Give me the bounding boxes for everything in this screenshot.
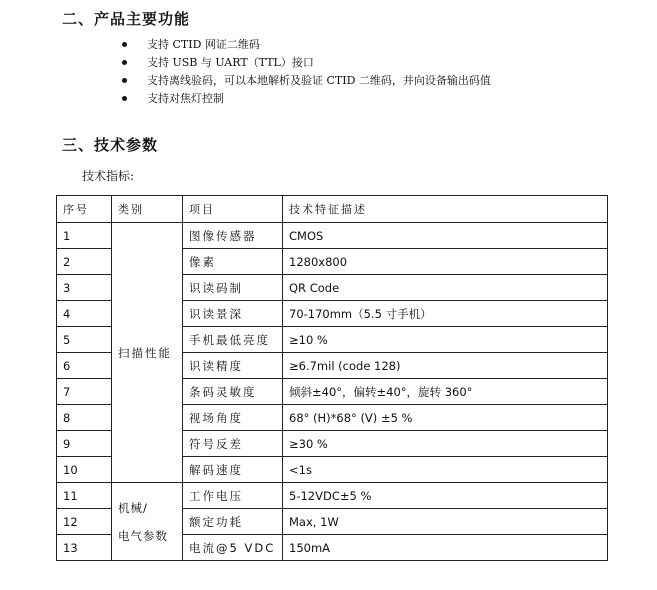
header-item: 项目	[183, 196, 283, 223]
row-item: 视场角度	[183, 405, 283, 431]
row-item: 图像传感器	[183, 223, 283, 249]
category-scan: 扫描性能	[112, 223, 183, 483]
row-desc: ≥6.7mil (code 128)	[283, 353, 608, 379]
row-desc: QR Code	[283, 275, 608, 301]
row-no: 8	[57, 405, 112, 431]
row-desc: ≥10 %	[283, 327, 608, 353]
table-row	[57, 483, 608, 509]
section-title-features: 二、产品主要功能	[62, 10, 191, 28]
row-no: 4	[57, 301, 112, 327]
row-desc: CMOS	[283, 223, 608, 249]
row-no: 10	[57, 457, 112, 483]
feature-list	[122, 36, 491, 108]
row-no: 2	[57, 249, 112, 275]
section-title-specs: 三、技术参数	[62, 136, 159, 154]
feature-item	[122, 54, 491, 72]
row-desc: 倾斜±40°，偏转±40°，旋转 360°	[283, 379, 608, 405]
row-desc: Max, 1W	[283, 509, 608, 535]
row-no: 11	[57, 483, 112, 509]
feature-item	[122, 90, 491, 108]
row-item: 工作电压	[183, 483, 283, 509]
feature-text: 支持离线验码，可以本地解析及验证 CTID 二维码，并向设备输出码值	[147, 74, 491, 87]
header-no: 序号	[57, 196, 112, 223]
row-item: 识读码制	[183, 275, 283, 301]
row-desc: 150mA	[283, 535, 608, 561]
row-item: 符号反差	[183, 431, 283, 457]
row-no: 13	[57, 535, 112, 561]
table-row	[57, 223, 608, 249]
row-no: 5	[57, 327, 112, 353]
bullet-icon	[122, 78, 127, 83]
row-item: 像素	[183, 249, 283, 275]
header-desc: 技术特征描述	[283, 196, 608, 223]
row-item: 条码灵敏度	[183, 379, 283, 405]
category-mech-elec	[112, 483, 183, 561]
row-item: 解码速度	[183, 457, 283, 483]
spec-table	[56, 195, 608, 561]
table-header-row	[57, 196, 608, 223]
row-desc: 68° (H)*68° (V) ±5 %	[283, 405, 608, 431]
feature-text: 支持 CTID 网证二维码	[147, 38, 260, 51]
category-line: 机械/	[118, 500, 148, 515]
row-item: 识读景深	[183, 301, 283, 327]
row-desc: 1280x800	[283, 249, 608, 275]
spec-subtitle: 技术指标:	[82, 169, 135, 183]
bullet-icon	[122, 96, 127, 101]
row-no: 6	[57, 353, 112, 379]
feature-text: 支持 USB 与 UART（TTL）接口	[147, 56, 314, 69]
bullet-icon	[122, 42, 127, 47]
row-no: 9	[57, 431, 112, 457]
row-no: 12	[57, 509, 112, 535]
row-item: 识读精度	[183, 353, 283, 379]
row-no: 7	[57, 379, 112, 405]
row-desc: 5-12VDC±5 %	[283, 483, 608, 509]
feature-item	[122, 72, 491, 90]
category-line: 电气参数	[118, 528, 168, 543]
row-desc: ≥30 %	[283, 431, 608, 457]
row-desc: 70-170mm（5.5 寸手机）	[283, 301, 608, 327]
row-no: 1	[57, 223, 112, 249]
row-desc: <1s	[283, 457, 608, 483]
row-no: 3	[57, 275, 112, 301]
feature-item	[122, 36, 491, 54]
feature-text: 支持对焦灯控制	[147, 92, 224, 105]
row-item: 手机最低亮度	[183, 327, 283, 353]
bullet-icon	[122, 60, 127, 65]
row-item: 额定功耗	[183, 509, 283, 535]
row-item: 电流@5 VDC	[183, 535, 283, 561]
header-category: 类别	[112, 196, 183, 223]
